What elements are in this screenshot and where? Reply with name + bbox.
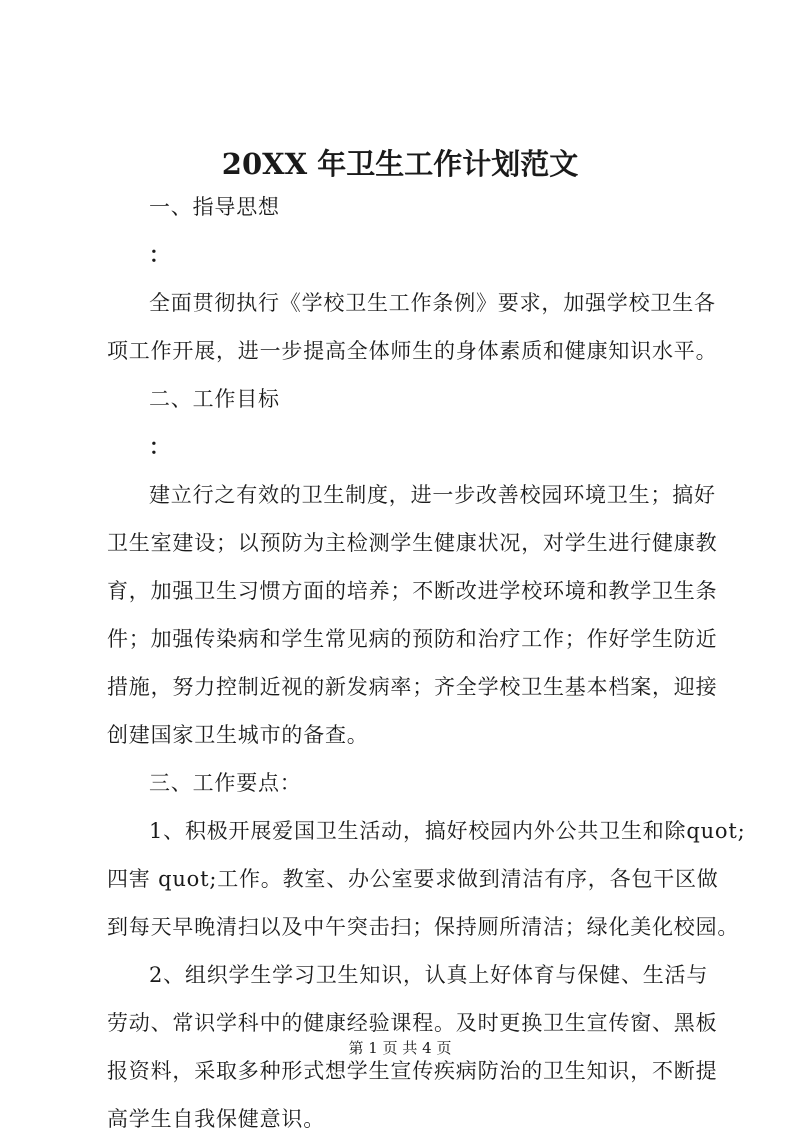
paragraph-line: 项工作开展，进一步提高全体师生的身体素质和健康知识水平。	[107, 339, 718, 363]
paragraph-line: 1、积极开展爱国卫生活动，搞好校园内外公共卫生和除quot;	[149, 819, 746, 843]
paragraph-line: 2、组织学生学习卫生知识，认真上好体育与保健、生活与	[149, 963, 709, 987]
section-heading: 一、指导思想	[149, 195, 280, 219]
paragraph-line: 全面贯彻执行《学校卫生工作条例》要求，加强学校卫生各	[149, 291, 716, 315]
paragraph-line: 报资料，采取多种形式想学生宣传疾病防治的卫生知识，不断提	[107, 1059, 718, 1083]
section-heading: 三、工作要点：	[149, 771, 302, 795]
document-body	[107, 183, 746, 1143]
page-number: 第 1 页 共 4 页	[348, 1039, 452, 1057]
colon-line: ：	[149, 434, 171, 459]
paragraph-line: 高学生自我保健意识。	[107, 1107, 325, 1131]
paragraph-line: 到每天早晚清扫以及中午突击扫；保持厕所清洁；绿化美化校园。	[107, 915, 740, 939]
paragraph-line: 劳动、常识学科中的健康经验课程。及时更换卫生宣传窗、黑板	[107, 1011, 718, 1035]
paragraph-line: 措施，努力控制近视的新发病率；齐全学校卫生基本档案，迎接	[107, 675, 718, 699]
paragraph-line: 件；加强传染病和学生常见病的预防和治疗工作；作好学生防近	[107, 627, 718, 651]
section-heading: 二、工作目标	[149, 387, 280, 411]
paragraph-line: 创建国家卫生城市的备查。	[107, 723, 369, 747]
paragraph-line: 育，加强卫生习惯方面的培养；不断改进学校环境和教学卫生条	[107, 579, 718, 603]
paragraph-line: 建立行之有效的卫生制度，进一步改善校园环境卫生；搞好	[149, 483, 716, 507]
colon-line: ：	[149, 242, 171, 267]
paragraph-line: 卫生室建设；以预防为主检测学生健康状况，对学生进行健康教	[107, 531, 718, 555]
document-title: 20XX 年卫生工作计划范文	[221, 147, 579, 181]
paragraph-line: 四害 quot;工作。教室、办公室要求做到清洁有序，各包干区做	[107, 867, 719, 891]
